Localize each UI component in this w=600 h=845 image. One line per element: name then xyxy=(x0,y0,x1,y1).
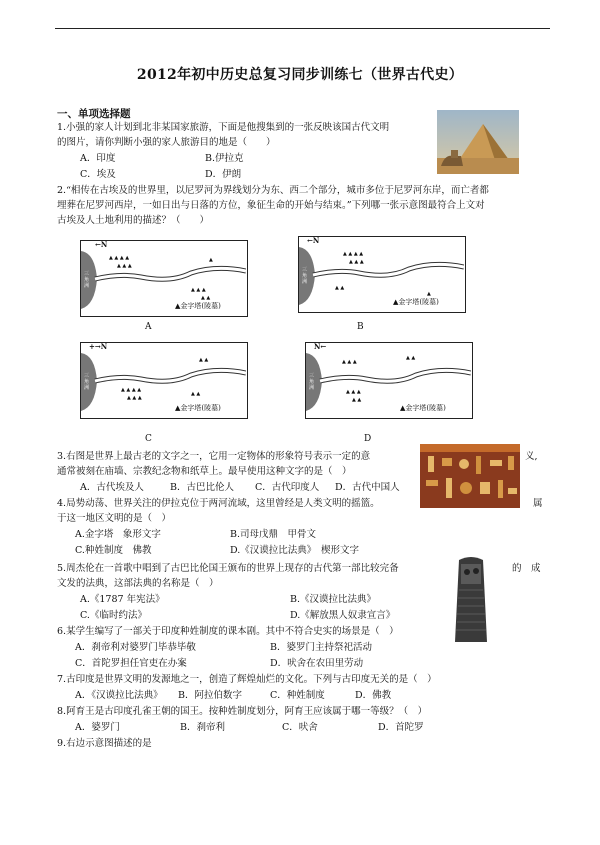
q6-option-a: A．刹帝利对婆罗门毕恭毕敬 xyxy=(75,642,196,653)
pyramid-photo xyxy=(437,110,519,174)
map-d[interactable] xyxy=(305,342,473,419)
q3-option-b: B．古巴比伦人 xyxy=(170,482,234,493)
svg-text:▲ ▲: ▲ ▲ xyxy=(335,285,345,291)
hieroglyph-photo xyxy=(420,444,520,508)
q5-option-d: D.《解放黑人奴隶宣言》 xyxy=(290,610,396,621)
q3-line1: 3.右图是世界上最古老的文字之一，它用一定物体的形象符号表示一定的意 xyxy=(57,451,371,462)
q6-line1: 6.某学生编写了一部关于印度种姓制度的课本剧。其中不符合史实的场景是（ ） xyxy=(57,626,399,637)
q3-option-a: A．古代埃及人 xyxy=(80,482,144,493)
pyramid-legend: ▲金字塔(陵墓) xyxy=(175,404,221,412)
q4-line2: 于这一地区文明的是（ ） xyxy=(57,513,172,524)
north-arrow-icon: +→N xyxy=(89,342,108,351)
svg-text:▲: ▲ xyxy=(427,291,431,297)
q8-line1: 8.阿育王是古印度孔雀王朝的国王。按种姓制度划分，阿育王应该属于哪一等级？（ ） xyxy=(57,706,428,717)
q6-option-b: B．婆罗门主持祭祀活动 xyxy=(270,642,372,653)
header-rule xyxy=(55,28,550,29)
q2-line3: 古埃及人土地利用的描述？（ ） xyxy=(57,215,210,226)
q3-line2: 通常被刻在庙墙、宗教纪念物和纸草上。最早使用这种文字的是（ ） xyxy=(57,466,352,477)
q4-line1-end: 属 xyxy=(533,498,543,509)
svg-text:▲ ▲ ▲: ▲ ▲ ▲ xyxy=(127,395,142,401)
svg-text:▲ ▲: ▲ ▲ xyxy=(191,391,201,397)
svg-text:▲ ▲: ▲ ▲ xyxy=(199,357,209,363)
q8-option-b: B．刹帝利 xyxy=(180,722,225,733)
svg-text:▲ ▲ ▲: ▲ ▲ ▲ xyxy=(342,359,357,365)
q4-option-b: B.司母戊鼎 甲骨文 xyxy=(230,529,317,540)
q2-line1: 2.“相传在古埃及的世界里，以尼罗河为界线划分为东、西二个部分，城市多位于尼罗河东岸，而亡者都 xyxy=(57,185,489,196)
svg-text:▲ ▲ ▲: ▲ ▲ ▲ xyxy=(191,287,206,293)
north-arrow-icon: ←N xyxy=(95,240,108,249)
q7-option-b: B．阿拉伯数字 xyxy=(178,690,242,701)
section-heading: 一、单项选择题 xyxy=(57,108,131,120)
q3-line1-end: 义, xyxy=(525,451,538,462)
q1-option-c: C．埃及 xyxy=(80,169,116,180)
page-title: 2012年初中历史总复习同步训练七（世界古代史） xyxy=(136,67,464,83)
map-c[interactable] xyxy=(80,342,248,419)
pyramid-legend: ▲金字塔(陵墓) xyxy=(400,404,446,412)
q3-option-d: D．古代中国人 xyxy=(335,482,400,493)
q7-line1: 7.古印度是世界文明的发源地之一，创造了辉煌灿烂的文化。下列与古印度无关的是（ ） xyxy=(57,674,437,685)
north-arrow-icon: N← xyxy=(314,342,327,351)
map-c-caption: C xyxy=(145,434,152,444)
q5-line1-end: 的 成 xyxy=(512,563,541,574)
map-b-caption: B xyxy=(357,322,364,332)
map-b[interactable] xyxy=(298,236,466,313)
svg-text:▲ ▲ ▲: ▲ ▲ ▲ xyxy=(346,389,361,395)
q7-option-c: C．种姓制度 xyxy=(270,690,325,701)
delta-label: 三角洲 xyxy=(84,373,90,391)
q1-line2: 的图片，请你判断小强的家人旅游目的地是（ ） xyxy=(57,137,276,148)
map-d-caption: D xyxy=(364,434,372,444)
q6-option-c: C．首陀罗担任官吏在办案 xyxy=(75,658,187,669)
pyramid-legend: ▲金字塔(陵墓) xyxy=(393,298,439,306)
q5-option-c: C.《临时约法》 xyxy=(80,610,147,621)
q8-option-d: D．首陀罗 xyxy=(378,722,424,733)
q5-option-a: A.《1787 年宪法》 xyxy=(80,594,165,605)
q4-option-d: D.《汉谟拉比法典》 楔形文字 xyxy=(230,545,360,556)
q8-option-c: C．吠舍 xyxy=(282,722,318,733)
svg-text:▲ ▲ ▲ ▲: ▲ ▲ ▲ ▲ xyxy=(109,255,130,261)
q9-line1: 9.右边示意图描述的是 xyxy=(57,738,152,749)
q7-option-a: A．《汉谟拉比法典》 xyxy=(75,690,163,701)
map-a-caption: A xyxy=(145,322,152,332)
map-a[interactable] xyxy=(80,240,248,317)
svg-text:▲ ▲: ▲ ▲ xyxy=(201,295,211,301)
svg-text:▲ ▲: ▲ ▲ xyxy=(352,397,362,403)
svg-text:▲ ▲ ▲: ▲ ▲ ▲ xyxy=(349,259,364,265)
q5-line2: 文发的法典，这部法典的名称是（ ） xyxy=(57,578,219,589)
q1-line1: 1.小强的家人计划到北非某国家旅游，下面是他搜集到的一张反映该国古代文明 xyxy=(57,122,390,133)
q6-option-d: D．吠舍在农田里劳动 xyxy=(270,658,364,669)
q4-line1: 4.局势动荡、世界关注的伊拉克位于两河流域，这里曾经是人类文明的摇篮。 xyxy=(57,498,380,509)
q4-option-c: C.种姓制度 佛教 xyxy=(75,545,152,556)
svg-text:▲ ▲ ▲: ▲ ▲ ▲ xyxy=(117,263,132,269)
q5-option-b: B.《汉谟拉比法典》 xyxy=(290,594,377,605)
svg-text:▲ ▲ ▲ ▲: ▲ ▲ ▲ ▲ xyxy=(343,251,364,257)
q1-option-d: D．伊朗 xyxy=(205,169,242,180)
pyramid-legend: ▲金字塔(陵墓) xyxy=(175,302,221,310)
north-arrow-icon: ←N xyxy=(307,236,320,245)
svg-text:▲ ▲: ▲ ▲ xyxy=(406,355,416,361)
delta-label: 三角洲 xyxy=(309,373,315,391)
q1-option-a: A．印度 xyxy=(80,153,116,164)
q3-option-c: C．古代印度人 xyxy=(255,482,320,493)
q2-line2: 埋葬在尼罗河西岸，一如日出与日落的方位，象征生命的开始与结束。”下列哪一张示意图最符合上文对 xyxy=(57,200,485,211)
q8-option-a: A．婆罗门 xyxy=(75,722,120,733)
delta-label: 三角洲 xyxy=(302,267,308,285)
q5-line1: 5.周杰伦在一首歌中唱到了古巴比伦国王颁布的世界上现存的古代第一部比较完备 xyxy=(57,563,399,574)
svg-text:▲: ▲ xyxy=(209,257,213,263)
q7-option-d: D．佛教 xyxy=(355,690,392,701)
q4-option-a: A.金字塔 象形文字 xyxy=(75,529,161,540)
q1-option-b: B.伊拉克 xyxy=(205,153,244,164)
svg-text:▲ ▲ ▲ ▲: ▲ ▲ ▲ ▲ xyxy=(121,387,142,393)
code-stele-photo xyxy=(451,556,491,644)
delta-label: 三角洲 xyxy=(84,271,90,289)
